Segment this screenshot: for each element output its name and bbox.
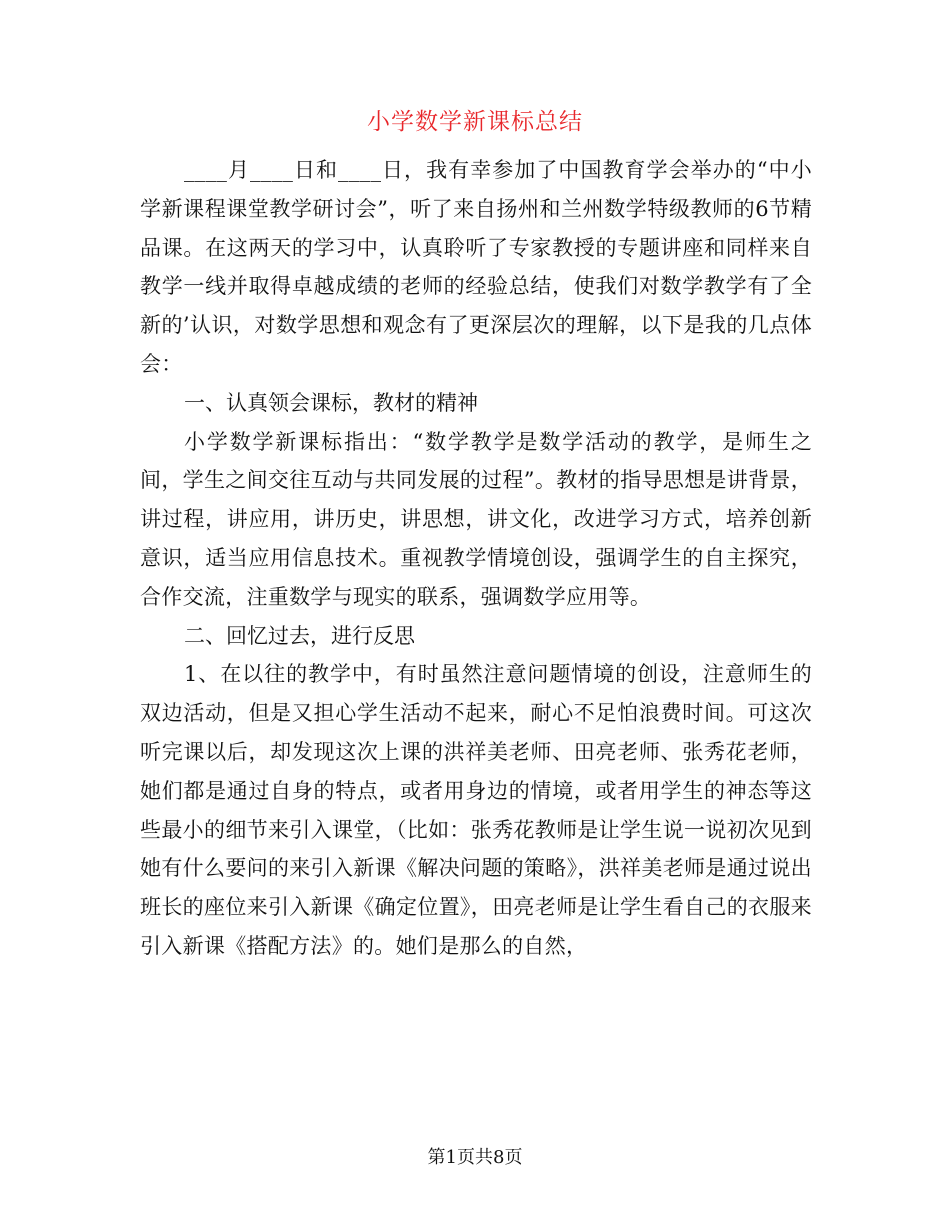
paragraph-reflection-1: 1、在以往的教学中，有时虽然注意问题情境的创设，注意师生的双边活动，但是又担心学生活动不起来，耐心不足怕浪费时间。可这次听完课以后，却发现这次上课的洪祥美老师、田亮老师、张秀花老师，她们都是通过自身的特点，或者用身边的情境，或者用学生的神态等这些最小的细节来引入课堂，（比如：张秀花教师是让学生说一说初次见到她有什么要问的来引入新课《解决问题的策略》，洪祥美老师是通过说出班长的座位来引入新课《确定位置》，田亮老师是让学生看自己的衣服来引入新课《搭配方法》的。她们是那么的自然， (140, 662, 812, 958)
page-number: 第1页共8页 (427, 1147, 523, 1168)
paragraph-curriculum: 小学数学新课标指出：“数学教学是数学活动的教学，是师生之间，学生之间交往互动与共同发展的过程”。教材的指导思想是讲背景，讲过程，讲应用，讲历史，讲思想，讲文化，改进学习方式，培养创新意识，适当应用信息技术。重视教学情境创设，强调学生的自主探究，合作交流，注重数学与现实的联系，强调数学应用等。 (140, 429, 812, 609)
section-heading-2: 二、回忆过去，进行反思 (184, 623, 415, 648)
document-body (140, 151, 812, 966)
paragraph-intro: ____月____日和____日，我有幸参加了中国教育学会举办的“中小学新课程课堂教学研讨会”，听了来自扬州和兰州数学特级教师的6节精品课。在这两天的学习中，认真聆听了专家教授的专题讲座和同样来自教学一线并取得卓越成绩的老师的经验总结，使我们对数学教学有了全新的’认识，对数学思想和观念有了更深层次的理解，以下是我的几点体会： (140, 158, 812, 376)
section-heading-1: 一、认真领会课标，教材的精神 (184, 390, 478, 415)
document-title: 小学数学新课标总结 (367, 109, 583, 135)
